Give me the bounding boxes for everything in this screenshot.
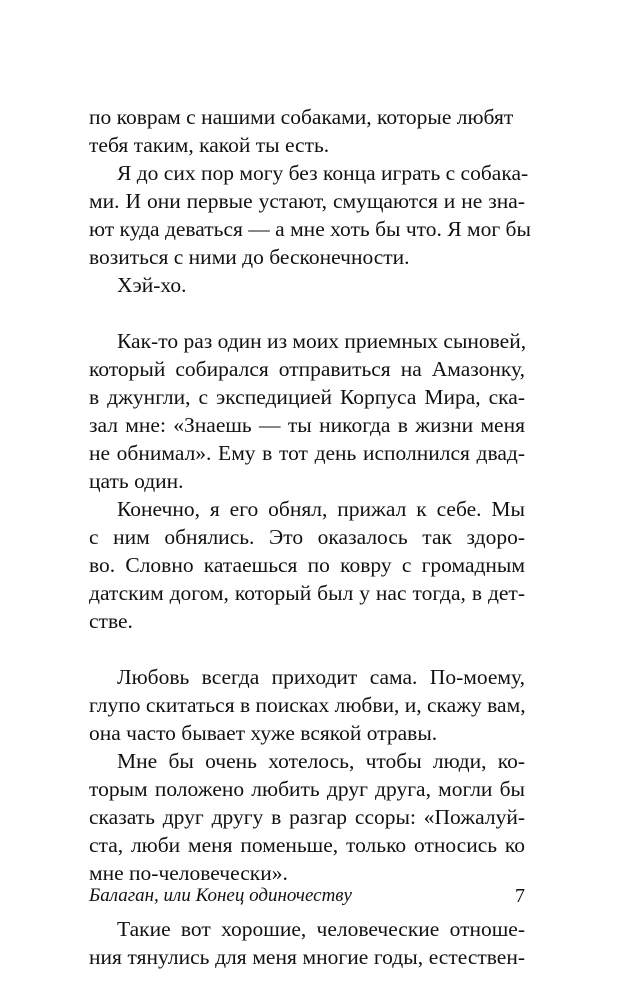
text-line: не обнимал». Ему в тот день исполнился двад- [89,441,525,465]
text-line: она часто бывает хуже всякой отравы. [89,721,438,745]
running-footer-title: Балаган, или Конец одиночеству [89,885,352,906]
text-line: с ним обнялись. Это оказалось так здоро- [89,525,525,549]
text-line: по коврам с нашими собаками, которые любят [89,105,514,129]
text-line: Хэй-хо. [117,273,187,297]
text-line: сказать друг другу в разгар ссоры: «Пожалуй- [89,805,525,829]
text-line: Такие вот хорошие, человеческие отноше- [117,917,525,941]
text-line: ста, люби меня поменьше, только относись ко [89,833,525,857]
text-line: Любовь всегда приходит сама. По-моему, [117,665,525,689]
text-line: ния тянулись для меня многие годы, естествен- [89,945,525,969]
text-line: стве. [89,609,133,633]
text-line: Мне бы очень хотелось, чтобы люди, ко- [117,749,525,773]
text-line: зал мне: «Знаешь — ты никогда в жизни меня [89,413,525,437]
text-line: глупо скитаться в поисках любви, и, скажу вам, [89,693,526,717]
text-line: Как-то раз один из моих приемных сыновей, [117,329,527,353]
text-line: тебя таким, какой ты есть. [89,133,330,157]
text-line: ют куда деваться — а мне хоть бы что. Я мог бы [89,217,531,241]
text-line: цать один. [89,469,184,493]
text-line: Конечно, я его обнял, прижал к себе. Мы [117,497,525,521]
page-number: 7 [515,885,525,907]
text-line: ми. И они первые устают, смущаются и не зна- [89,189,525,213]
text-line: мне по-человечески». [89,861,288,885]
text-line: Я до сих пор могу без конца играть с собака- [117,161,529,185]
text-line: торым положено любить друг друга, могли бы [89,777,525,801]
text-line: датским догом, который был у нас тогда, в дет- [89,581,525,605]
text-line: во. Словно катаешься по ковру с громадным [89,553,525,577]
text-line: возиться с ними до бесконечности. [89,245,410,269]
text-line: который собирался отправиться на Амазонку, [89,357,525,381]
text-line: в джунгли, с экспедицией Корпуса Мира, ска- [89,385,525,409]
